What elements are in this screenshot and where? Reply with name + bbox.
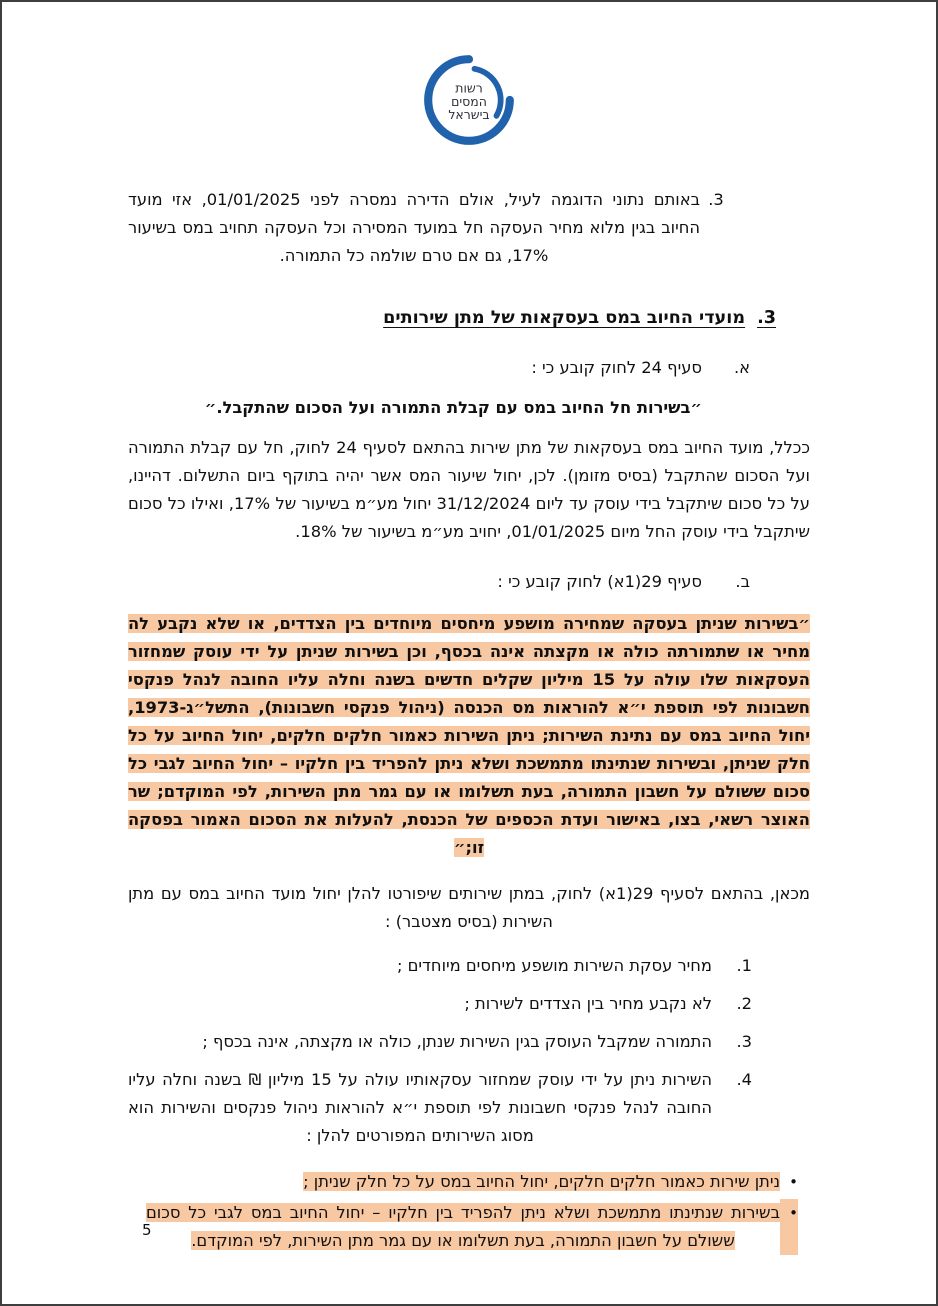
- sub-item-b: [128, 568, 810, 596]
- list-item: [128, 1028, 810, 1056]
- sub-item-a-text: סעיף 24 לחוק קובע כי :: [531, 358, 702, 377]
- statute-quote-section-24: ״בשירות חל החיוב במס עם קבלת התמורה ועל הסכום שהתקבל.״: [204, 398, 702, 417]
- section-heading: [128, 304, 810, 332]
- bullet-item: [128, 1199, 810, 1255]
- sub-item-a-marker: א.: [733, 358, 750, 377]
- conditions-list: [128, 952, 810, 1150]
- list-item-number: 1.: [736, 956, 752, 975]
- sub-item-a: [128, 354, 810, 382]
- list-item-text: התמורה שמקבל העוסק בגין השירות שנתן, כולה או מקצתה, אינה בכסף ;: [202, 1032, 712, 1051]
- list-item-number: 2.: [736, 994, 752, 1013]
- list-item-number: 4.: [736, 1070, 752, 1089]
- list-item: [128, 990, 810, 1018]
- paragraph-general-rule: ככלל, מועד החיוב במס בעסקאות של מתן שירות בהתאם לסעיף 24 לחוק, חל עם קבלת התמורה ועל הסכום שהתקבל (בסיס מזומן). לכן, יחול שיעור המס אשר יהיה בתוקף ביום התשלום. דהיינו, על כל סכום שיתקבל בידי עוסק עד ליום 31/12/2024 יחול מע״מ בשיעור של 17%, ואילו כל סכום שיתקבל בידי עוסק החל מיום 01/01/2025, יחויב מע״מ בשיעור של 18%.: [128, 438, 810, 541]
- bullet-item: [128, 1168, 810, 1196]
- bullet-marker: •: [780, 1199, 798, 1255]
- highlighted-quote-text: ״בשירות שניתן בעסקה שמחירה מושפע מיחסים מיוחדים בין הצדדים, או שלא נקבע לה מחיר או שתמורתה כולה או מקצתה אינה בכסף, וכן בשירות שניתן על ידי עוסק שמחזור העסקאות שלו עולה על 15 מיליון שקלים חדשים בשנה וחלה עליו החובה לנהל פנקסי חשבונות לפי תוספת י״א להוראות מס הכנסה (ניהול פנקסי חשבונות), התשל״ג-1973, יחול החיוב במס עם נתינת השירות; ניתן השירות כאמור חלקים חלקים, יחול החיוב על כל חלק שניתן, ובשירות שנתינתו מתמשכת ושלא ניתן להפריד בין חלקיו – יחול החיוב לגבי כל סכום ששולם על חשבון התמורה, בעת תשלומו או עם גמר מתן השירות, לפי המוקדם; שר האוצר רשאי, בצו, באישור ועדת הכספים של הכנסת, להעלות את הסכום האמור בפסקה זו;״: [128, 614, 810, 857]
- intro-item-marker: 3.: [708, 190, 724, 209]
- statute-quote-section-29: [128, 610, 810, 862]
- tax-authority-logo: [421, 52, 517, 148]
- logo-text-line-2: המסים: [451, 93, 487, 109]
- list-item-text: השירות ניתן על ידי עוסק שמחזור עסקאותיו עולה על 15 מיליון ₪ בשנה וחלה עליו החובה לנהל פנקסי חשבונות לפי תוספת י״א להוראות ניהול פנקסים והשירות הוא מסוג השירותים המפורטים להלן :: [128, 1070, 712, 1145]
- logo-text-line-1: רשות: [455, 80, 483, 96]
- list-item-text: לא נקבע מחיר בין הצדדים לשירות ;: [464, 994, 712, 1013]
- bullet-text: [128, 1168, 780, 1196]
- section-heading-number: 3.: [757, 308, 776, 328]
- logo-text-line-3: בישראל: [448, 107, 490, 123]
- logo-swirl-icon: [421, 52, 517, 148]
- sub-item-b-marker: ב.: [735, 572, 750, 591]
- list-item: [128, 1066, 810, 1150]
- bullet-highlight-text: ניתן שירות כאמור חלקים חלקים, יחול החיוב במס על כל חלק שניתן ;: [303, 1172, 780, 1191]
- bullet-highlight-text: בשירות שנתינתו מתמשכת ושלא ניתן להפריד בין חלקיו – יחול החיוב במס לגבי כל סכום ששולם על חשבון התמורה, בעת תשלומו או עם גמר מתן השירות, לפי המוקדם.: [146, 1203, 780, 1250]
- highlighted-bullets: [128, 1168, 810, 1255]
- paragraph-conclusion: מכאן, בהתאם לסעיף 29(1א) לחוק, במתן שירותים שיפורטו להלן יחול מועד החיוב במס עם מתן השירות (בסיס מצטבר) :: [128, 884, 810, 931]
- intro-item-text: באותם נתוני הדוגמה לעיל, אולם הדירה נמסרה לפני 01/01/2025, אזי מועד החיוב בגין מלוא מחיר העסקה חל במועד המסירה וכל העסקה תחויב במס בשיעור 17%, גם אם טרם שולמה כל התמורה.: [128, 190, 700, 265]
- list-item-number: 3.: [736, 1032, 752, 1051]
- section-heading-title: מועדי החיוב במס בעסקאות של מתן שירותים: [383, 308, 746, 328]
- intro-paragraph: [128, 186, 810, 270]
- bullet-marker: •: [789, 1173, 798, 1191]
- list-item-text: מחיר עסקת השירות מושפע מיחסים מיוחדים ;: [396, 956, 712, 975]
- list-item: [128, 952, 810, 980]
- sub-item-b-text: סעיף 29(1א) לחוק קובע כי :: [497, 572, 702, 591]
- page-number: 5: [142, 1221, 152, 1239]
- bullet-text: [128, 1199, 780, 1255]
